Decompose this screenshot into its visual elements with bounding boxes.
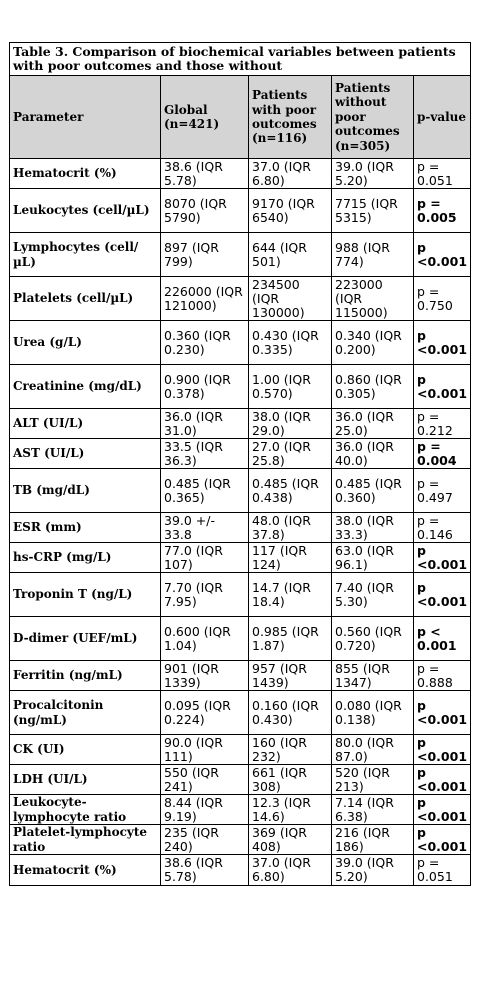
cell-global: 33.5 (IQR 36.3) <box>161 439 249 469</box>
cell-poor-outcomes: 957 (IQR 1439) <box>249 661 332 691</box>
biochemical-table <box>9 42 471 886</box>
table-row <box>10 469 471 513</box>
table-header-row <box>10 76 471 159</box>
table-row <box>10 735 471 765</box>
cell-poor-outcomes: 48.0 (IQR 37.8) <box>249 513 332 543</box>
table-row <box>10 159 471 189</box>
cell-poor-outcomes: 0.160 (IQR 0.430) <box>249 691 332 735</box>
cell-p-value: p = 0.051 <box>414 855 471 886</box>
cell-parameter: CK (UI) <box>10 735 161 765</box>
cell-p-value: p <0.001 <box>414 735 471 765</box>
cell-p-value: p <0.001 <box>414 795 471 825</box>
cell-without-poor-outcomes: 7715 (IQR 5315) <box>332 189 414 233</box>
table-row <box>10 233 471 277</box>
cell-without-poor-outcomes: 39.0 (IQR 5.20) <box>332 159 414 189</box>
cell-parameter: Leukocytes (cell/µL) <box>10 189 161 233</box>
cell-global: 7.70 (IQR 7.95) <box>161 573 249 617</box>
cell-global: 38.6 (IQR 5.78) <box>161 855 249 886</box>
cell-parameter: Troponin T (ng/L) <box>10 573 161 617</box>
cell-parameter: AST (UI/L) <box>10 439 161 469</box>
cell-global: 0.900 (IQR 0.378) <box>161 365 249 409</box>
header-p-value: p-value <box>414 76 471 159</box>
cell-parameter: Leukocyte-lymphocyte ratio <box>10 795 161 825</box>
cell-global: 0.095 (IQR 0.224) <box>161 691 249 735</box>
cell-without-poor-outcomes: 36.0 (IQR 40.0) <box>332 439 414 469</box>
table-row <box>10 617 471 661</box>
cell-parameter: TB (mg/dL) <box>10 469 161 513</box>
cell-without-poor-outcomes: 80.0 (IQR 87.0) <box>332 735 414 765</box>
cell-without-poor-outcomes: 7.40 (IQR 5.30) <box>332 573 414 617</box>
cell-p-value: p = 0.051 <box>414 159 471 189</box>
cell-poor-outcomes: 0.485 (IQR 0.438) <box>249 469 332 513</box>
cell-p-value: p = 0.005 <box>414 189 471 233</box>
cell-global: 77.0 (IQR 107) <box>161 543 249 573</box>
table-row <box>10 765 471 795</box>
cell-without-poor-outcomes: 223000 (IQR 115000) <box>332 277 414 321</box>
cell-p-value: p <0.001 <box>414 573 471 617</box>
cell-global: 901 (IQR 1339) <box>161 661 249 691</box>
cell-p-value: p <0.001 <box>414 691 471 735</box>
table-row <box>10 795 471 825</box>
cell-global: 235 (IQR 240) <box>161 825 249 855</box>
cell-parameter: LDH (UI/L) <box>10 765 161 795</box>
header-poor-outcomes: Patients with poor outcomes (n=116) <box>249 76 332 159</box>
cell-global: 8070 (IQR 5790) <box>161 189 249 233</box>
cell-p-value: p <0.001 <box>414 825 471 855</box>
cell-p-value: p = 0.004 <box>414 439 471 469</box>
cell-global: 550 (IQR 241) <box>161 765 249 795</box>
table-row <box>10 277 471 321</box>
cell-poor-outcomes: 369 (IQR 408) <box>249 825 332 855</box>
table-row <box>10 321 471 365</box>
cell-without-poor-outcomes: 63.0 (IQR 96.1) <box>332 543 414 573</box>
cell-p-value: p <0.001 <box>414 543 471 573</box>
table-row <box>10 409 471 439</box>
cell-poor-outcomes: 0.430 (IQR 0.335) <box>249 321 332 365</box>
cell-poor-outcomes: 0.985 (IQR 1.87) <box>249 617 332 661</box>
cell-poor-outcomes: 160 (IQR 232) <box>249 735 332 765</box>
cell-poor-outcomes: 37.0 (IQR 6.80) <box>249 159 332 189</box>
cell-p-value: p <0.001 <box>414 233 471 277</box>
cell-global: 38.6 (IQR 5.78) <box>161 159 249 189</box>
cell-p-value: p <0.001 <box>414 765 471 795</box>
cell-without-poor-outcomes: 0.860 (IQR 0.305) <box>332 365 414 409</box>
cell-p-value: p = 0.212 <box>414 409 471 439</box>
cell-p-value: p = 0.497 <box>414 469 471 513</box>
cell-global: 0.485 (IQR 0.365) <box>161 469 249 513</box>
cell-global: 0.600 (IQR 1.04) <box>161 617 249 661</box>
cell-global: 8.44 (IQR 9.19) <box>161 795 249 825</box>
cell-parameter: Platelet-lymphocyte ratio <box>10 825 161 855</box>
cell-without-poor-outcomes: 520 (IQR 213) <box>332 765 414 795</box>
cell-parameter: Lymphocytes (cell/µL) <box>10 233 161 277</box>
cell-poor-outcomes: 38.0 (IQR 29.0) <box>249 409 332 439</box>
cell-poor-outcomes: 117 (IQR 124) <box>249 543 332 573</box>
cell-poor-outcomes: 661 (IQR 308) <box>249 765 332 795</box>
table-row <box>10 855 471 886</box>
cell-poor-outcomes: 37.0 (IQR 6.80) <box>249 855 332 886</box>
cell-parameter: Platelets (cell/µL) <box>10 277 161 321</box>
table-row <box>10 691 471 735</box>
cell-parameter: Urea (g/L) <box>10 321 161 365</box>
cell-poor-outcomes: 14.7 (IQR 18.4) <box>249 573 332 617</box>
cell-without-poor-outcomes: 0.080 (IQR 0.138) <box>332 691 414 735</box>
cell-global: 90.0 (IQR 111) <box>161 735 249 765</box>
cell-p-value: p = 0.888 <box>414 661 471 691</box>
cell-poor-outcomes: 27.0 (IQR 25.8) <box>249 439 332 469</box>
cell-p-value: p <0.001 <box>414 365 471 409</box>
table-body <box>10 159 471 886</box>
header-without-poor-outcomes: Patients without poor outcomes (n=305) <box>332 76 414 159</box>
header-global: Global (n=421) <box>161 76 249 159</box>
table-row <box>10 573 471 617</box>
cell-without-poor-outcomes: 39.0 (IQR 5.20) <box>332 855 414 886</box>
cell-without-poor-outcomes: 855 (IQR 1347) <box>332 661 414 691</box>
table-caption: Table 3. Comparison of biochemical variables between patients with poor outcomes and those without <box>10 43 471 76</box>
cell-global: 39.0 +/- 33.8 <box>161 513 249 543</box>
cell-poor-outcomes: 234500 (IQR 130000) <box>249 277 332 321</box>
cell-parameter: Creatinine (mg/dL) <box>10 365 161 409</box>
cell-p-value: p < 0.001 <box>414 617 471 661</box>
cell-global: 226000 (IQR 121000) <box>161 277 249 321</box>
table-row <box>10 543 471 573</box>
cell-parameter: hs-CRP (mg/L) <box>10 543 161 573</box>
cell-p-value: p = 0.146 <box>414 513 471 543</box>
cell-without-poor-outcomes: 36.0 (IQR 25.0) <box>332 409 414 439</box>
table-row <box>10 825 471 855</box>
cell-without-poor-outcomes: 0.485 (IQR 0.360) <box>332 469 414 513</box>
cell-global: 36.0 (IQR 31.0) <box>161 409 249 439</box>
table-row <box>10 439 471 469</box>
cell-parameter: Ferritin (ng/mL) <box>10 661 161 691</box>
cell-without-poor-outcomes: 7.14 (IQR 6.38) <box>332 795 414 825</box>
cell-global: 897 (IQR 799) <box>161 233 249 277</box>
cell-parameter: ALT (UI/L) <box>10 409 161 439</box>
cell-p-value: p = 0.750 <box>414 277 471 321</box>
table-row <box>10 661 471 691</box>
cell-parameter: Procalcitonin (ng/mL) <box>10 691 161 735</box>
cell-global: 0.360 (IQR 0.230) <box>161 321 249 365</box>
cell-without-poor-outcomes: 38.0 (IQR 33.3) <box>332 513 414 543</box>
table-row <box>10 189 471 233</box>
cell-without-poor-outcomes: 0.340 (IQR 0.200) <box>332 321 414 365</box>
cell-parameter: D-dimer (UEF/mL) <box>10 617 161 661</box>
cell-poor-outcomes: 12.3 (IQR 14.6) <box>249 795 332 825</box>
cell-poor-outcomes: 1.00 (IQR 0.570) <box>249 365 332 409</box>
table-row <box>10 513 471 543</box>
cell-p-value: p <0.001 <box>414 321 471 365</box>
cell-poor-outcomes: 644 (IQR 501) <box>249 233 332 277</box>
header-parameter: Parameter <box>10 76 161 159</box>
cell-without-poor-outcomes: 988 (IQR 774) <box>332 233 414 277</box>
cell-parameter: ESR (mm) <box>10 513 161 543</box>
cell-parameter: Hematocrit (%) <box>10 159 161 189</box>
table-row <box>10 365 471 409</box>
cell-poor-outcomes: 9170 (IQR 6540) <box>249 189 332 233</box>
cell-parameter: Hematocrit (%) <box>10 855 161 886</box>
cell-without-poor-outcomes: 0.560 (IQR 0.720) <box>332 617 414 661</box>
cell-without-poor-outcomes: 216 (IQR 186) <box>332 825 414 855</box>
